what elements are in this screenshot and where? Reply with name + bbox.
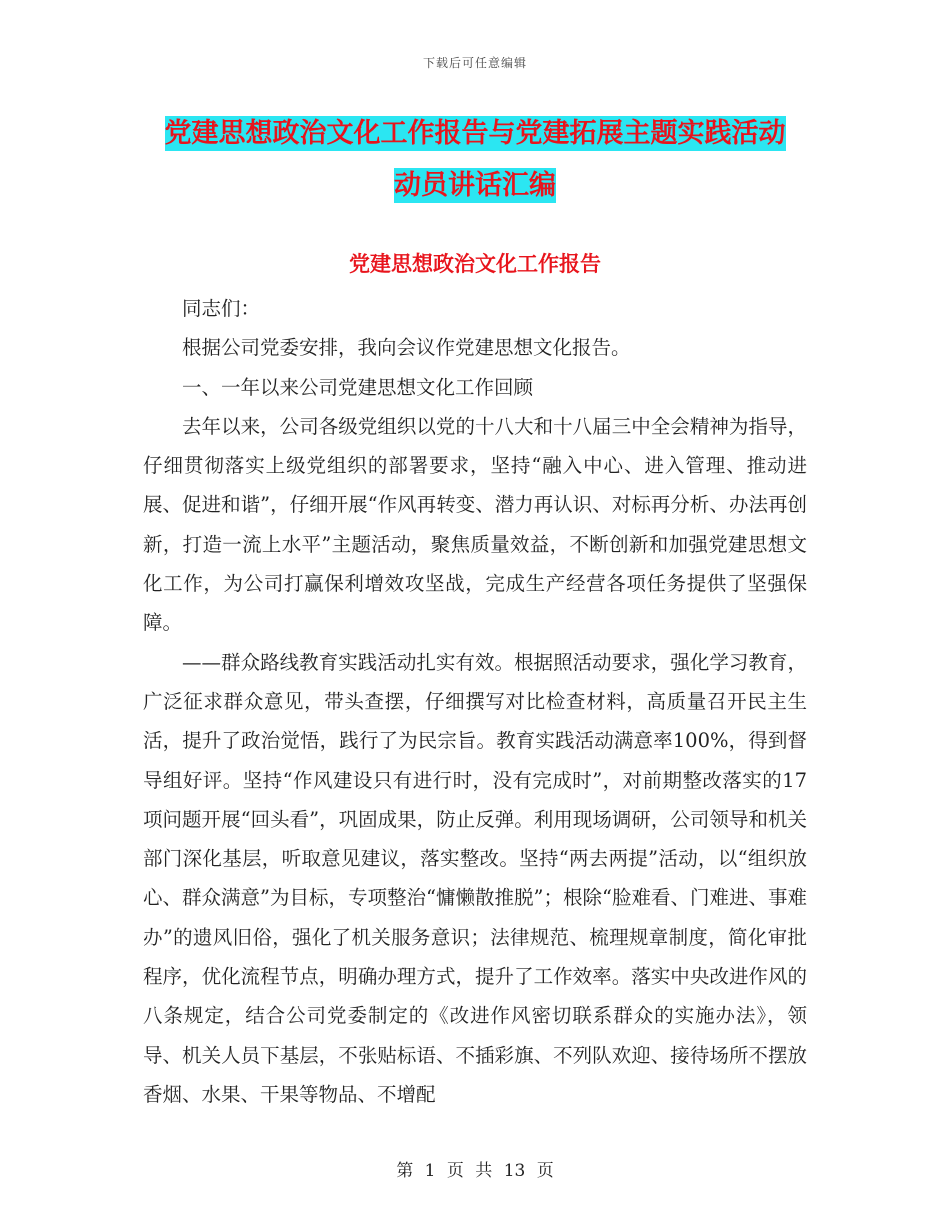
document-title-line-1: 党建思想政治文化工作报告与党建拓展主题实践活动 xyxy=(164,118,786,149)
section-title: 党建思想政治文化工作报告 xyxy=(349,252,601,276)
document-title xyxy=(145,108,805,212)
paragraph-salutation: 同志们： xyxy=(182,297,261,320)
paragraph-mass-line: ——群众路线教育实践活动扎实有效。根据照活动要求，强化学习教育，广泛征求群众意见，带头查摆，仔细撰写对比检查材料，高质量召开民主生活，提升了政治觉悟，践行了为民宗旨。教育实践活动满意率100%，得到督导组好评。坚持“作风建设只有进行时，没有完成时”，对前期整改落实的17项问题开展“回头看”，巩固成果，防止反弹。利用现场调研，公司领导和机关部门深化基层，听取意见建议，落实整改。坚持“两去两提”活动，以“组织放心、群众满意”为目标，专项整治“慵懒散推脱”；根除“脸难看、门难进、事难办”的遗风旧俗，强化了机关服务意识；法律规范、梳理规章制度，简化审批程序，优化流程节点，明确办理方式，提升了工作效率。落实中央改进作风的八条规定，结合公司党委制定的《改进作风密切联系群众的实施办法》，领导、机关人员下基层，不张贴标语、不插彩旗、不列队欢迎、接待场所不摆放香烟、水果、干果等物品、不增配 xyxy=(143,650,807,1106)
paragraph-heading-review: 一、一年以来公司党建思想文化工作回顾 xyxy=(182,375,534,399)
document-title-line-2: 动员讲话汇编 xyxy=(394,170,556,201)
header-note: 下载后可任意编辑 xyxy=(422,56,527,70)
body-text xyxy=(143,289,807,1114)
paragraph-intro: 根据公司党委安排，我向会议作党建思想文化报告。 xyxy=(182,336,631,360)
page-footer: 第 1 页 共 13 页 xyxy=(396,1161,554,1181)
paragraph-overview: 去年以来，公司各级党组织以党的十八大和十八届三中全会精神为指导，仔细贯彻落实上级党组织的部署要求，坚持“融入中心、进入管理、推动进展、促进和谐”，仔细开展“作风再转变、潜力再认识、对标再分析、办法再创新，打造一流上水平”主题活动，聚焦质量效益，不断创新和加强党建思想文化工作，为公司打赢保利增效攻坚战，完成生产经营各项任务提供了坚强保障。 xyxy=(143,414,807,635)
